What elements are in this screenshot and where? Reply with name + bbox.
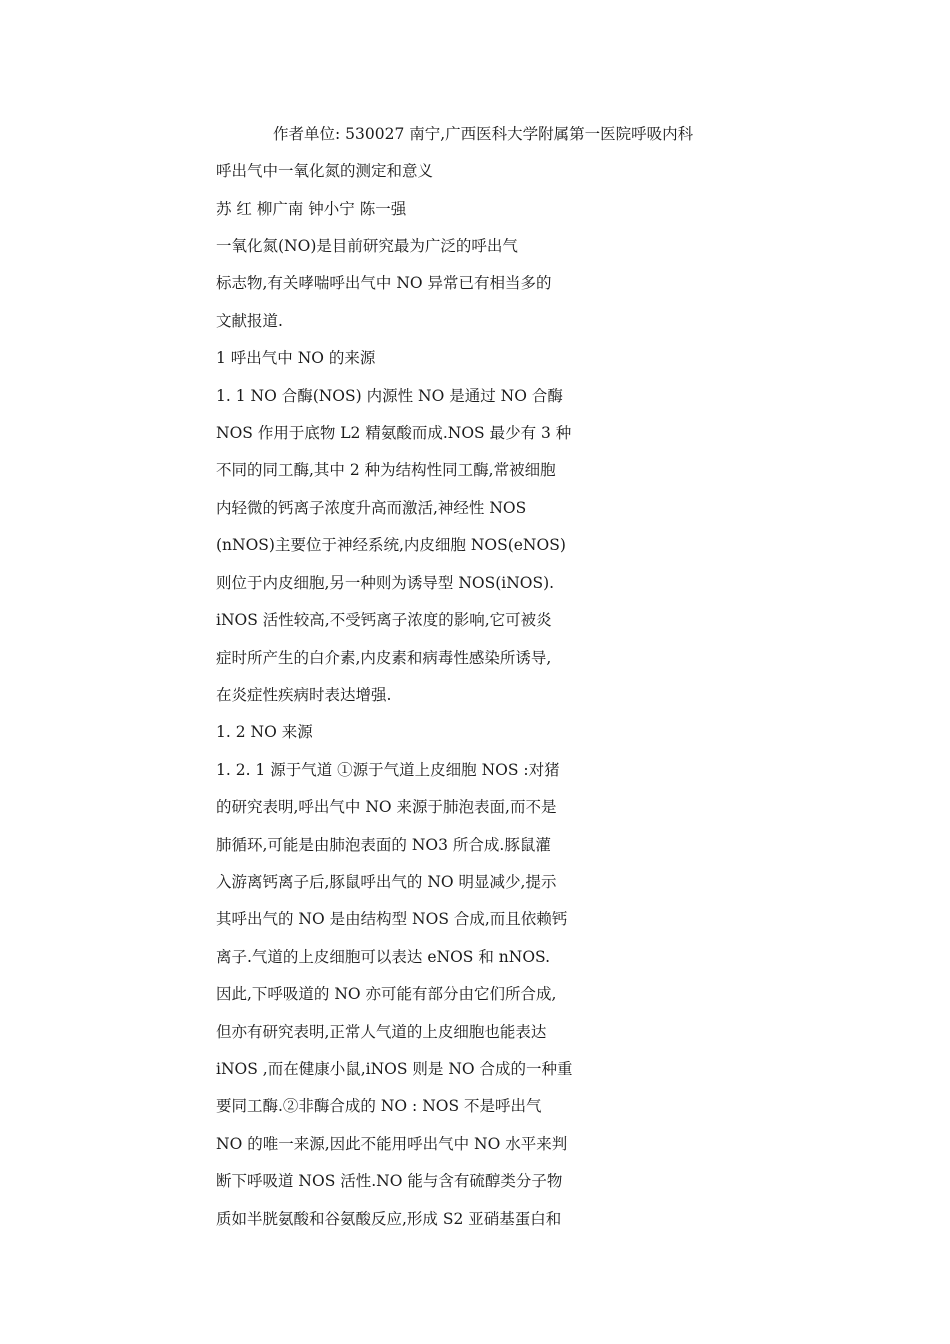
body-line: 断下呼吸道 NOS 活性.NO 能与含有硫醇类分子物 bbox=[216, 1172, 563, 1190]
body-line: 肺循环,可能是由肺泡表面的 NO3 所合成.豚鼠灌 bbox=[216, 836, 551, 854]
body-line: 质如半胱氨酸和谷氨酸反应,形成 S2 亚硝基蛋白和 bbox=[216, 1210, 562, 1228]
body-line: 因此,下呼吸道的 NO 亦可能有部分由它们所合成, bbox=[216, 985, 557, 1003]
body-line: 不同的同工酶,其中 2 种为结构性同工酶,常被细胞 bbox=[216, 461, 556, 479]
body-line: 标志物,有关哮喘呼出气中 NO 异常已有相当多的 bbox=[216, 274, 552, 292]
body-line: 症时所产生的白介素,内皮素和病毒性感染所诱导, bbox=[216, 649, 552, 667]
body-line: NOS 作用于底物 L2 精氨酸而成.NOS 最少有 3 种 bbox=[216, 424, 572, 442]
body-line: 1. 1 NO 合酶(NOS) 内源性 NO 是通过 NO 合酶 bbox=[216, 387, 563, 405]
body-line: 文献报道. bbox=[216, 312, 283, 330]
body-line: 一氧化氮(NO)是目前研究最为广泛的呼出气 bbox=[216, 237, 518, 255]
author-list: 苏 红 柳广南 钟小宁 陈一强 bbox=[216, 200, 407, 218]
body-line: 离子.气道的上皮细胞可以表达 eNOS 和 nNOS. bbox=[216, 948, 551, 966]
body-line: (nNOS)主要位于神经系统,内皮细胞 NOS(eNOS) bbox=[216, 536, 566, 554]
body-line: 其呼出气的 NO 是由结构型 NOS 合成,而且依赖钙 bbox=[216, 910, 568, 928]
body-line: NO 的唯一来源,因此不能用呼出气中 NO 水平来判 bbox=[216, 1135, 568, 1153]
author-affiliation: 作者单位: 530027 南宁,广西医科大学附属第一医院呼吸内科 bbox=[273, 125, 694, 143]
body-line: 内轻微的钙离子浓度升高而激活,神经性 NOS bbox=[216, 499, 527, 517]
body-line: iNOS ,而在健康小鼠,iNOS 则是 NO 合成的一种重 bbox=[216, 1060, 573, 1078]
body-line: 则位于内皮细胞,另一种则为诱导型 NOS(iNOS). bbox=[216, 574, 555, 592]
body-line: 但亦有研究表明,正常人气道的上皮细胞也能表达 bbox=[216, 1023, 547, 1041]
body-line: iNOS 活性较高,不受钙离子浓度的影响,它可被炎 bbox=[216, 611, 552, 629]
body-line: 的研究表明,呼出气中 NO 来源于肺泡表面,而不是 bbox=[216, 798, 557, 816]
section-heading: 1. 2 NO 来源 bbox=[216, 723, 313, 741]
section-heading: 1 呼出气中 NO 的来源 bbox=[216, 349, 376, 367]
article-title: 呼出气中一氧化氮的测定和意义 bbox=[216, 162, 434, 180]
body-line: 要同工酶.②非酶合成的 NO : NOS 不是呼出气 bbox=[216, 1097, 542, 1115]
body-line: 1. 2. 1 源于气道 ①源于气道上皮细胞 NOS :对猪 bbox=[216, 761, 560, 779]
body-line: 在炎症性疾病时表达增强. bbox=[216, 686, 392, 704]
body-line: 入游离钙离子后,豚鼠呼出气的 NO 明显减少,提示 bbox=[216, 873, 557, 891]
